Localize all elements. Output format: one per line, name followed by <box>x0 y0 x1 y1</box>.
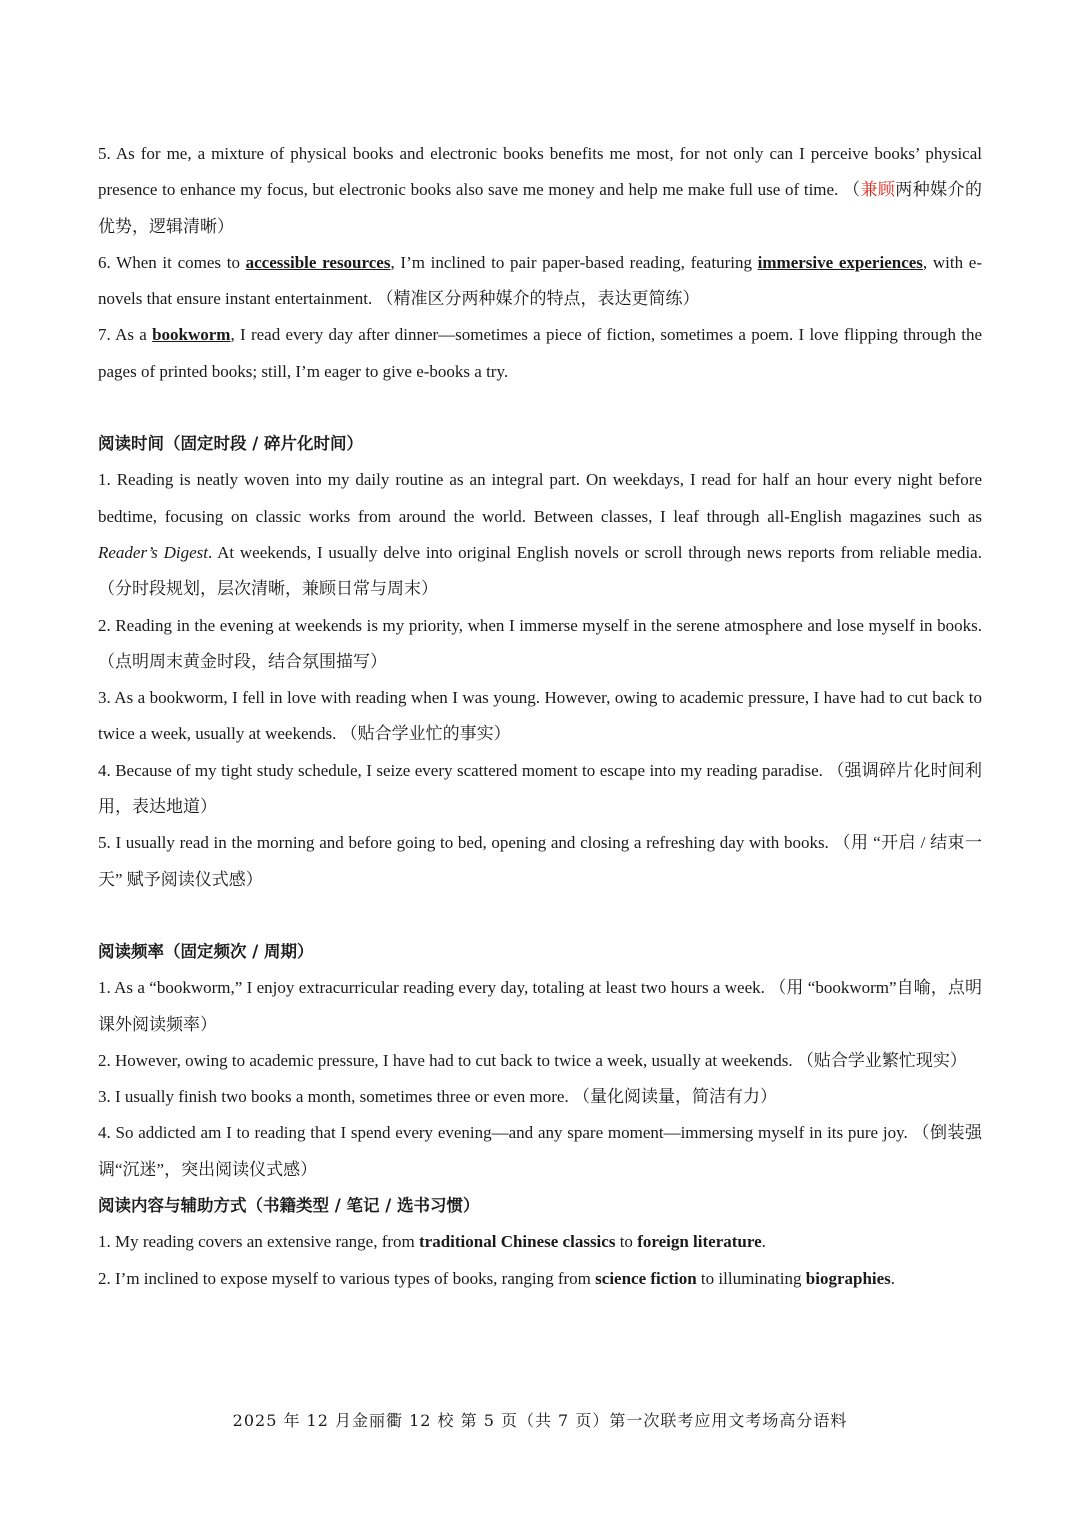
page-footer: 2025 年 12 月金丽衢 12 校 第 5 页（共 7 页）第一次联考应用文考场高分语料 <box>232 1411 848 1430</box>
underlined-phrase: immersive experiences <box>757 252 923 272</box>
bold-phrase: foreign literature <box>637 1232 762 1252</box>
paragraph-s2-4: 4. Because of my tight study schedule, I seize every scattered moment to escape into my reading paradise. （强调碎片化时间利用，表达地道） <box>98 760 982 817</box>
paragraph-s1-5: 5. As for me, a mixture of physical books and electronic books benefits me most, for not only can I perceive books’ physical presence to enhance my focus, but electronic books also save me money and help me make full use of time. （兼顾两种媒介的优势，逻辑清晰） <box>98 144 983 236</box>
highlight-red: 兼顾 <box>860 180 896 200</box>
paragraph-s2-1: 1. Reading is neatly woven into my daily routine as an integral part. On weekdays, I read for half an hour every night before bedtime, focusing on classic works from around the world. Between classes, I leaf through all-English magazines such as Reader’s Digest. At weekends, I usually delve into original English novels or scroll through news reports from reliable media. （分时段规划，层次清晰，兼顾日常与周末） <box>98 470 982 599</box>
section-heading-reading-content: 阅读内容与辅助方式（书籍类型 / 笔记 / 选书习惯） <box>98 1196 480 1216</box>
paragraph-s4-2: 2. I’m inclined to expose myself to various types of books, ranging from science fiction to illuminating biographies. <box>98 1268 896 1288</box>
underlined-phrase: bookworm <box>152 325 231 345</box>
bold-phrase: science fiction <box>595 1268 697 1288</box>
paragraph-s3-1: 1. As a “bookworm,” I enjoy extracurricular reading every day, totaling at least two hours a week. （用 “bookworm”自喻，点明课外阅读频率） <box>98 978 982 1034</box>
paragraph-s3-3: 3. I usually finish two books a month, sometimes three or even more. （量化阅读量，简洁有力） <box>98 1087 777 1107</box>
paragraph-s2-5: 5. I usually read in the morning and before going to bed, opening and closing a refreshing day with books. （用 “开启 / 结束一天” 赋予阅读仪式感） <box>98 833 982 889</box>
bold-phrase: traditional Chinese classics <box>419 1232 616 1252</box>
paragraph-s1-7: 7. As a bookworm, I read every day after dinner—sometimes a piece of fiction, sometimes a poem. I love flipping through the pages of printed books; still, I’m eager to give e-books a try. <box>98 325 983 381</box>
paragraph-s3-2: 2. However, owing to academic pressure, I have had to cut back to twice a week, usually at weekends. （贴合学业繁忙现实） <box>98 1050 967 1070</box>
section-heading-reading-frequency: 阅读频率（固定频次 / 周期） <box>98 941 314 961</box>
paragraph-s2-2: 2. Reading in the evening at weekends is my priority, when I immerse myself in the serene atmosphere and lose myself in books. （点明周末黄金时段，结合氛围描写） <box>98 615 982 671</box>
section-heading-reading-time: 阅读时间（固定时段 / 碎片化时间） <box>98 434 364 454</box>
paragraph-s3-4: 4. So addicted am I to reading that I spend every evening—and any spare moment—immersing myself in its pure joy. （倒装强调“沉迷”，突出阅读仪式感） <box>98 1123 983 1179</box>
paragraph-s1-6: 6. When it comes to accessible resources, I’m inclined to pair paper-based reading, featuring immersive experiences, with e-novels that ensure instant entertainment. （精准区分两种媒介的特点，表达更简练） <box>98 252 982 309</box>
spacer <box>98 390 982 426</box>
underlined-phrase: accessible resources <box>245 252 391 272</box>
spacer <box>98 898 982 934</box>
bold-phrase: biographies <box>805 1268 891 1288</box>
italic-title: Reader’s Digest <box>98 542 208 562</box>
document-body <box>98 136 982 1297</box>
paragraph-s4-1: 1. My reading covers an extensive range, from traditional Chinese classics to foreign literature. <box>98 1232 766 1252</box>
paragraph-s2-3: 3. As a bookworm, I fell in love with reading when I was young. However, owing to academic pressure, I have had to cut back to twice a week, usually at weekends. （贴合学业忙的事实） <box>98 688 982 744</box>
